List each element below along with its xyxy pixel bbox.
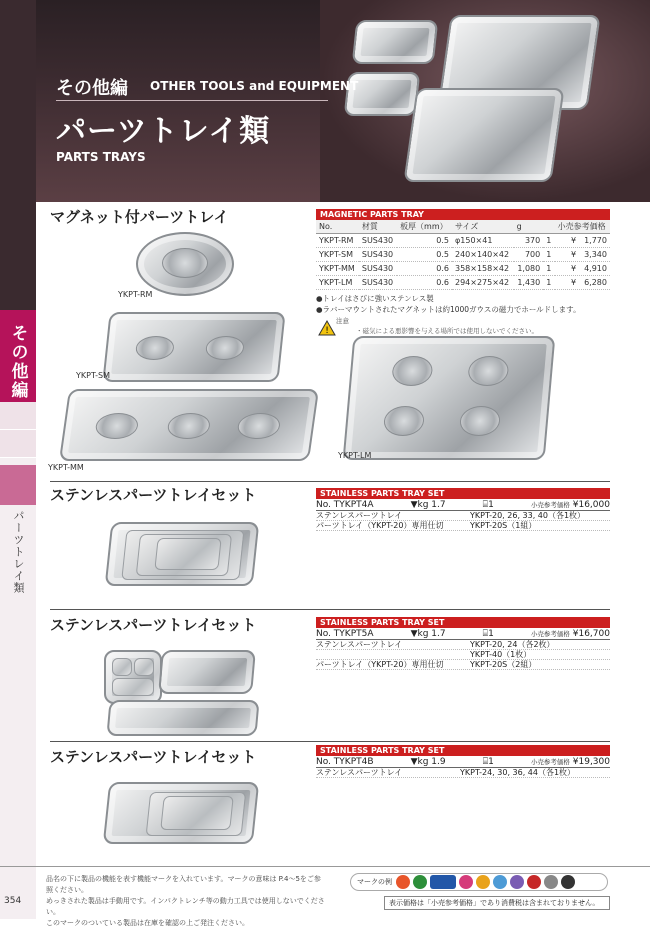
- magnetic-notes: [316, 293, 610, 315]
- set2-qty: [483, 628, 494, 639]
- cell-thickness: 0.5: [397, 234, 452, 248]
- marks-label: マークの例: [357, 878, 392, 886]
- table-row: [316, 234, 610, 248]
- set1-price-group: [531, 499, 610, 510]
- cell-material: SUS430: [359, 248, 397, 262]
- tray-set3-image: [103, 782, 260, 844]
- set2-no: No. TYKPT5A: [316, 629, 374, 639]
- cell-price: ¥ 1,770: [555, 234, 610, 248]
- box-icon: ⌸: [482, 500, 489, 510]
- row-item: パーツトレイ（YKPT-20）専用仕切: [316, 521, 444, 530]
- set2-spec-header: STAINLESS PARTS TRAY SET: [316, 617, 610, 628]
- row-item: ステンレスパーツトレイ: [316, 768, 403, 777]
- row-contents: YKPT-40（1枚）: [470, 650, 532, 659]
- cell-weight: 1,430: [514, 276, 544, 290]
- section-title-magnetic: マグネット付パーツトレイ: [50, 208, 229, 226]
- table-row: [316, 511, 610, 521]
- row-contents: YKPT-20S（2組）: [470, 660, 537, 669]
- set3-qty: [483, 756, 494, 767]
- price-label: 小売参考価格: [530, 758, 570, 766]
- cell-price: ¥ 3,340: [555, 248, 610, 262]
- cell-material: SUS430: [359, 262, 397, 276]
- footer-notes: [46, 874, 326, 929]
- table-row: [316, 248, 610, 262]
- product-label-mm: YKPT-MM: [48, 463, 84, 472]
- set3-spec-header: STAINLESS PARTS TRAY SET: [316, 745, 610, 756]
- magnetic-spec-header: MAGNETIC PARTS TRAY: [316, 209, 610, 220]
- category-title-en: OTHER TOOLS and EQUIPMENT: [150, 79, 359, 93]
- set2-main-row: [316, 628, 610, 640]
- set3-qty-value: 1: [488, 757, 494, 767]
- section-title-set1: ステンレスパーツトレイセット: [50, 486, 257, 504]
- header-tray-medium: [403, 88, 564, 182]
- row-item: パーツトレイ（YKPT-20）専用仕切: [316, 660, 444, 669]
- set1-spec-block: [316, 488, 610, 531]
- tray-image-rm: [136, 232, 234, 296]
- row-item: ステンレスパーツトレイ: [316, 511, 403, 520]
- table-row: [316, 768, 610, 778]
- set1-qty-value: 1: [488, 500, 494, 510]
- side-tab-active-label: その他編: [7, 324, 28, 400]
- row-contents: YKPT-24, 30, 36, 44（各1枚）: [460, 768, 576, 777]
- footer-line: このマークのついている製品は在庫を確認の上ご発注ください。: [46, 919, 249, 927]
- product-label-lm: YKPT-LM: [338, 451, 372, 460]
- tray-set2-image-b: [106, 700, 259, 736]
- price-note: 表示価格は「小売参考価格」であり消費税は含まれておりません。: [384, 896, 610, 910]
- set3-price: ¥19,300: [572, 757, 610, 767]
- mark-icon: [493, 875, 507, 889]
- set3-no: No. TYKPT4B: [316, 757, 374, 767]
- price-label: 小売参考価格: [530, 501, 570, 509]
- side-tab-active[interactable]: [0, 310, 36, 402]
- set3-spec-block: [316, 745, 610, 778]
- cell-no: YKPT-LM: [316, 276, 359, 290]
- mark-icon: [561, 875, 575, 889]
- side-tab-current-sub[interactable]: [0, 465, 36, 505]
- mark-icon: [527, 875, 541, 889]
- set1-main-row: [316, 499, 610, 511]
- side-sub-label: パーツトレイ類: [12, 510, 25, 594]
- section-divider: [50, 481, 610, 482]
- page-number: 354: [4, 896, 22, 906]
- box-icon: ⌸: [482, 757, 489, 767]
- cell-size: 294×275×42: [452, 276, 514, 290]
- set1-no: No. TYKPT4A: [316, 500, 374, 510]
- tray-image-lm: [343, 336, 556, 460]
- caution-label: 注意: [336, 317, 349, 325]
- caution-text: ・磁気による悪影響を与える場所では使用しないでください。: [356, 327, 538, 335]
- mark-icon: [396, 875, 410, 889]
- set3-price-group: [531, 756, 610, 767]
- table-row: [316, 650, 610, 660]
- cell-weight: 370: [514, 234, 544, 248]
- cell-price: ¥ 4,910: [555, 262, 610, 276]
- set2-price-group: [531, 628, 610, 639]
- row-item: ステンレスパーツトレイ: [316, 640, 403, 649]
- page-subtitle-en: PARTS TRAYS: [56, 150, 146, 164]
- mark-icon: [544, 875, 558, 889]
- header-banner: [36, 0, 650, 202]
- mark-icon: [510, 875, 524, 889]
- cell-price: ¥ 6,280: [555, 276, 610, 290]
- cell-size: 358×158×42: [452, 262, 514, 276]
- set2-spec-block: [316, 617, 610, 670]
- cell-material: SUS430: [359, 234, 397, 248]
- section-divider: [50, 741, 610, 742]
- cell-size: 240×140×42: [452, 248, 514, 262]
- page-title: パーツトレイ類: [56, 114, 271, 149]
- set2-weight: ▼kg 1.7: [410, 629, 446, 639]
- warning-icon: [318, 320, 336, 336]
- footer-divider: [0, 866, 650, 867]
- product-label-rm: YKPT-RM: [118, 290, 153, 299]
- mark-icon: [413, 875, 427, 889]
- cell-qty: 1: [543, 262, 554, 276]
- row-contents: YKPT-20S（1組）: [470, 521, 537, 530]
- note-line: ●ラバーマウントされたマグネットは約1000ガウスの磁力でホールドします。: [316, 305, 581, 314]
- side-tab[interactable]: [0, 402, 36, 430]
- row-contents: YKPT-20, 24（各2枚）: [470, 640, 555, 649]
- svg-text:!: !: [325, 326, 329, 336]
- section-title-set2: ステンレスパーツトレイセット: [50, 616, 257, 634]
- table-row: [316, 640, 610, 650]
- cell-qty: 1: [543, 234, 554, 248]
- magnetic-spec-table: [316, 220, 610, 290]
- set2-qty-value: 1: [488, 629, 494, 639]
- column-header: No.: [316, 220, 359, 234]
- column-header: 小売参考価格: [555, 220, 610, 234]
- set1-spec-header: STAINLESS PARTS TRAY SET: [316, 488, 610, 499]
- tray-set1-image: [105, 522, 260, 586]
- tray-set2-divided-image: [104, 650, 162, 704]
- cell-qty: 1: [543, 248, 554, 262]
- section-title-set3: ステンレスパーツトレイセット: [50, 748, 257, 766]
- table-row: [316, 521, 610, 531]
- price-label: 小売参考価格: [530, 630, 570, 638]
- side-tab[interactable]: [0, 430, 36, 458]
- column-header: 材質: [359, 220, 397, 234]
- tray-image-sm: [102, 312, 285, 382]
- function-marks-box: [350, 873, 608, 891]
- footer-line: めっきされた製品は手動用です。インパクトレンチ等の動力工具では使用しないでください。: [46, 897, 325, 916]
- cell-material: SUS430: [359, 276, 397, 290]
- cell-thickness: 0.6: [397, 276, 452, 290]
- mark-icon: [430, 875, 456, 889]
- set3-weight: ▼kg 1.9: [410, 757, 446, 767]
- cell-weight: 700: [514, 248, 544, 262]
- column-header: [543, 220, 554, 234]
- product-label-sm: YKPT-SM: [76, 371, 110, 380]
- tray-image-mm: [59, 389, 319, 461]
- header-divider: [56, 100, 328, 101]
- side-index-top: [0, 0, 36, 310]
- table-row: [316, 262, 610, 276]
- cell-no: YKPT-RM: [316, 234, 359, 248]
- set1-price: ¥16,000: [572, 500, 610, 510]
- note-line: ●トレイはさびに強いステンレス製: [316, 294, 434, 303]
- cell-thickness: 0.5: [397, 248, 452, 262]
- table-header-row: [316, 220, 610, 234]
- cell-no: YKPT-SM: [316, 248, 359, 262]
- header-tray-small: [352, 20, 439, 64]
- mark-icon: [459, 875, 473, 889]
- row-contents: YKPT-20, 26, 33, 40（各1枚）: [470, 511, 586, 520]
- section-divider: [50, 609, 610, 610]
- cell-thickness: 0.6: [397, 262, 452, 276]
- cell-no: YKPT-MM: [316, 262, 359, 276]
- magnetic-spec-block: [316, 209, 610, 340]
- category-title: その他編: [56, 78, 128, 99]
- footer-line: 品名の下に製品の機能を表す機能マークを入れています。マークの意味は P.4〜5をご参照ください。: [46, 875, 321, 894]
- set3-main-row: [316, 756, 610, 768]
- table-row: [316, 276, 610, 290]
- column-header: g: [514, 220, 544, 234]
- table-row: [316, 660, 610, 670]
- box-icon: ⌸: [482, 629, 489, 639]
- mark-icon: [476, 875, 490, 889]
- cell-weight: 1,080: [514, 262, 544, 276]
- cell-size: φ150×41: [452, 234, 514, 248]
- column-header: 板厚（mm）: [397, 220, 452, 234]
- tray-set2-image-a: [158, 650, 256, 694]
- set1-weight: ▼kg 1.7: [410, 500, 446, 510]
- cell-qty: 1: [543, 276, 554, 290]
- set1-qty: [483, 499, 494, 510]
- column-header: サイズ: [452, 220, 514, 234]
- set2-price: ¥16,700: [572, 629, 610, 639]
